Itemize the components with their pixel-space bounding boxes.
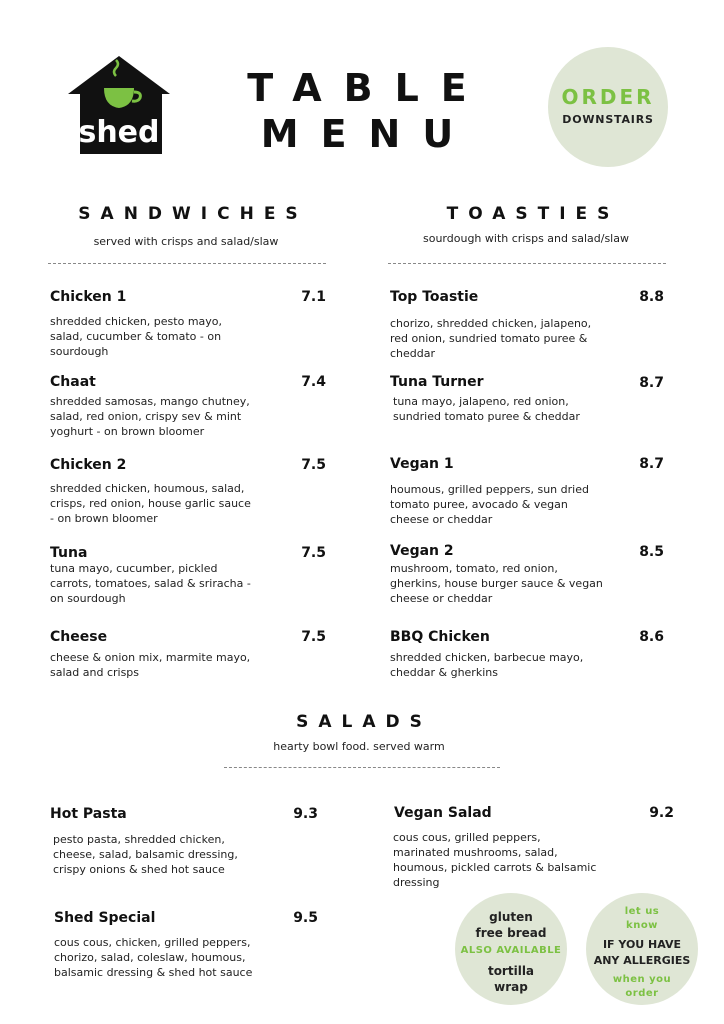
order-badge bbox=[548, 47, 668, 167]
item-description: tuna mayo, jalapeno, red onion, sundried tomato puree & cheddar bbox=[393, 395, 580, 423]
item-description: chorizo, shredded chicken, jalapeno, red onion, sundried tomato puree & cheddar bbox=[390, 317, 592, 360]
item-name: Tuna bbox=[50, 545, 88, 561]
item-price: 8.6 bbox=[639, 629, 664, 645]
item-name: Chicken 2 bbox=[50, 457, 127, 473]
item-description: pesto pasta, shredded chicken, cheese, salad, balsamic dressing, crispy onions & shed hot sauce bbox=[53, 833, 238, 876]
sandwiches-heading: SANDWICHES bbox=[78, 204, 308, 224]
salads-divider bbox=[224, 767, 500, 768]
item-description: cous cous, chicken, grilled peppers, chorizo, salad, coleslaw, houmous, balsamic dressing & shed hot sauce bbox=[54, 936, 253, 979]
item-name: Cheese bbox=[50, 629, 108, 645]
shed-logo bbox=[66, 54, 172, 156]
item-name: Vegan 2 bbox=[390, 543, 454, 559]
item-price: 7.5 bbox=[301, 629, 326, 645]
item-name: Tuna Turner bbox=[390, 374, 484, 390]
item-name: Shed Special bbox=[54, 910, 156, 926]
toasties-divider bbox=[388, 263, 666, 264]
item-name: Chicken 1 bbox=[50, 289, 127, 305]
logo-text: shed bbox=[78, 115, 160, 150]
item-description: mushroom, tomato, red onion, gherkins, house burger sauce & vegan cheese or cheddar bbox=[390, 562, 603, 605]
item-description: shredded chicken, barbecue mayo, cheddar & gherkins bbox=[390, 651, 584, 679]
salads-subtitle: hearty bowl food. served warm bbox=[273, 740, 445, 753]
item-price: 8.7 bbox=[639, 375, 664, 391]
item-description: shredded samosas, mango chutney, salad, red onion, crispy sev & mint yoghurt - on brown bloomer bbox=[50, 395, 250, 438]
item-price: 8.5 bbox=[639, 544, 664, 560]
toasties-heading: TOASTIES bbox=[446, 204, 620, 224]
item-name: BBQ Chicken bbox=[390, 629, 490, 645]
house-logo-icon bbox=[66, 54, 172, 156]
item-name: Vegan Salad bbox=[394, 805, 492, 821]
item-price: 7.5 bbox=[301, 457, 326, 473]
item-description: houmous, grilled peppers, sun dried tomato puree, avocado & vegan cheese or cheddar bbox=[390, 483, 589, 526]
item-description: shredded chicken, pesto mayo, salad, cucumber & tomato - on sourdough bbox=[50, 315, 223, 358]
gluten-free-badge: gluten free bread ALSO AVAILABLE tortilla wrap bbox=[455, 893, 567, 1005]
toasties-subtitle: sourdough with crisps and salad/slaw bbox=[423, 232, 629, 245]
page-title-line1: TABLE bbox=[247, 66, 489, 110]
item-price: 7.4 bbox=[301, 374, 326, 390]
item-name: Vegan 1 bbox=[390, 456, 454, 472]
item-description: shredded chicken, houmous, salad, crisps, red onion, house garlic sauce - on brown bloomer bbox=[50, 482, 251, 525]
allergies-badge: let us know IF YOU HAVE ANY ALLERGIES when you order bbox=[586, 893, 698, 1005]
salads-heading: SALADS bbox=[296, 712, 432, 732]
page-title-line2: MENU bbox=[260, 112, 476, 156]
item-price: 7.1 bbox=[301, 289, 326, 305]
item-price: 7.5 bbox=[301, 545, 326, 561]
item-price: 9.5 bbox=[293, 910, 318, 926]
sandwiches-subtitle: served with crisps and salad/slaw bbox=[93, 235, 279, 248]
item-description: cous cous, grilled peppers, marinated mushrooms, salad, houmous, pickled carrots & balsamic dressing bbox=[393, 831, 597, 889]
item-name: Chaat bbox=[50, 374, 96, 390]
downstairs-label: DOWNSTAIRS bbox=[562, 113, 654, 126]
item-price: 9.2 bbox=[649, 805, 674, 821]
order-label: ORDER bbox=[561, 85, 655, 109]
item-description: tuna mayo, cucumber, pickled carrots, tomatoes, salad & sriracha - on sourdough bbox=[50, 562, 251, 605]
item-name: Top Toastie bbox=[390, 289, 479, 305]
sandwiches-divider bbox=[48, 263, 326, 264]
item-name: Hot Pasta bbox=[50, 806, 127, 822]
item-price: 8.8 bbox=[639, 289, 664, 305]
item-price: 9.3 bbox=[293, 806, 318, 822]
item-price: 8.7 bbox=[639, 456, 664, 472]
item-description: cheese & onion mix, marmite mayo, salad and crisps bbox=[50, 651, 251, 679]
